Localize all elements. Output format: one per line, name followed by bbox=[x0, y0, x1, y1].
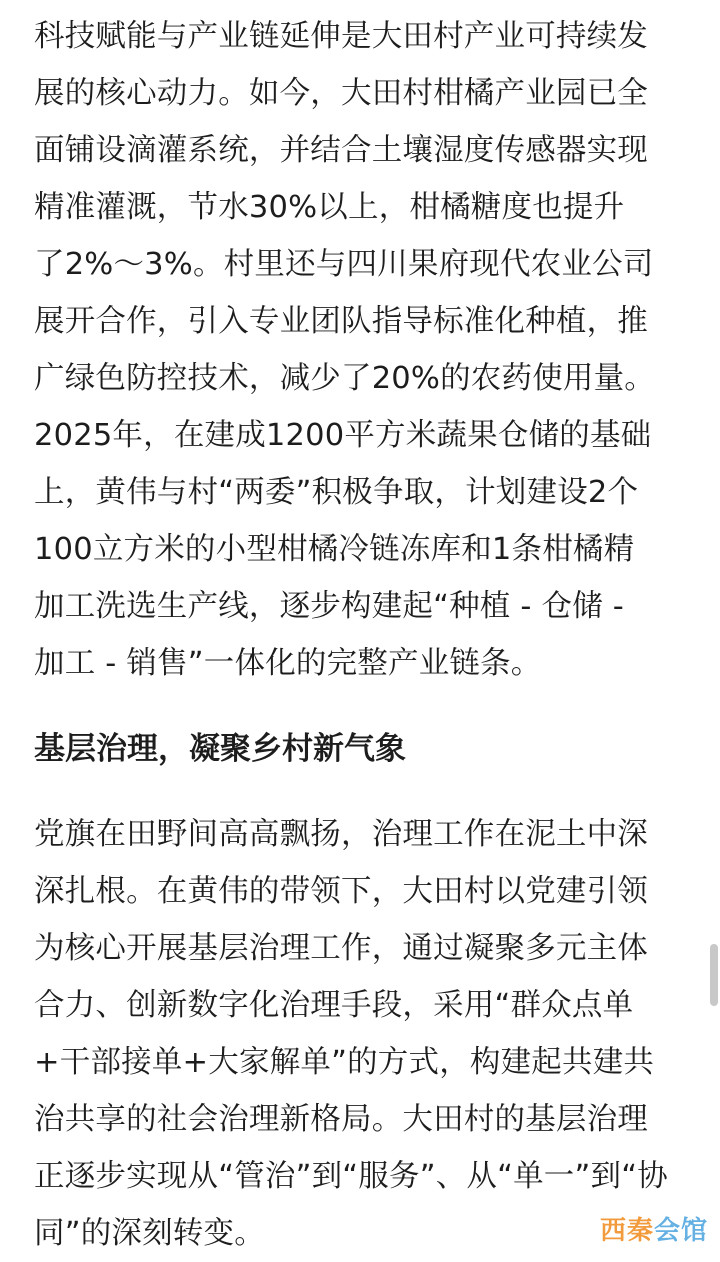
text-line: 加工 - 销售”一体化的完整产业链条。 bbox=[34, 646, 542, 681]
text-line: 加工洗选生产线，逐步构建起“种植 - 仓储 - bbox=[34, 589, 624, 624]
text-line: 正逐步实现从“管治”到“服务”、从“单一”到“协 bbox=[34, 1159, 668, 1194]
text-line: 面铺设滴灌系统，并结合土壤湿度传感器实现 bbox=[34, 133, 648, 168]
text-line: 为核心开展基层治理工作，通过凝聚多元主体 bbox=[34, 931, 648, 966]
article-body bbox=[34, 8, 690, 1262]
watermark-part1: 西秦 bbox=[599, 1216, 654, 1246]
watermark-logo bbox=[600, 1210, 708, 1247]
text-line: 展的核心动力。如今，大田村柑橘产业园已全 bbox=[34, 76, 648, 111]
text-line: 深扎根。在黄伟的带领下，大田村以党建引领 bbox=[34, 874, 648, 909]
text-line: 精准灌溉，节水30%以上，柑橘糖度也提升 bbox=[34, 190, 625, 225]
text-line: 治共享的社会治理新格局。大田村的基层治理 bbox=[34, 1102, 648, 1137]
text-line: 广绿色防控技术，减少了20%的农药使用量。 bbox=[34, 361, 655, 396]
text-line: 党旗在田野间高高飘扬，治理工作在泥土中深 bbox=[34, 817, 648, 852]
scrollbar-thumb[interactable] bbox=[710, 944, 718, 1006]
text-line: 了2%～3%。村里还与四川果府现代农业公司 bbox=[34, 247, 654, 282]
paragraph-industry-chain bbox=[34, 8, 690, 692]
text-line: 科技赋能与产业链延伸是大田村产业可持续发 bbox=[34, 19, 648, 54]
section-heading: 基层治理，凝聚乡村新气象 bbox=[34, 731, 406, 767]
text-line: 上，黄伟与村“两委”积极争取，计划建设2个 bbox=[34, 475, 639, 510]
watermark-part2: 会馆 bbox=[653, 1216, 708, 1246]
text-line: +干部接单+大家解单”的方式，构建起共建共 bbox=[34, 1045, 655, 1080]
paragraph-governance bbox=[34, 806, 690, 1262]
text-line: 同”的深刻转变。 bbox=[34, 1216, 265, 1251]
text-line: 合力、创新数字化治理手段，采用“群众点单 bbox=[34, 988, 634, 1023]
text-line: 2025年，在建成1200平方米蔬果仓储的基础 bbox=[34, 418, 652, 453]
text-line: 展开合作，引入专业团队指导标准化种植，推 bbox=[34, 304, 648, 339]
text-line: 100立方米的小型柑橘冷链冻库和1条柑橘精 bbox=[34, 532, 635, 567]
